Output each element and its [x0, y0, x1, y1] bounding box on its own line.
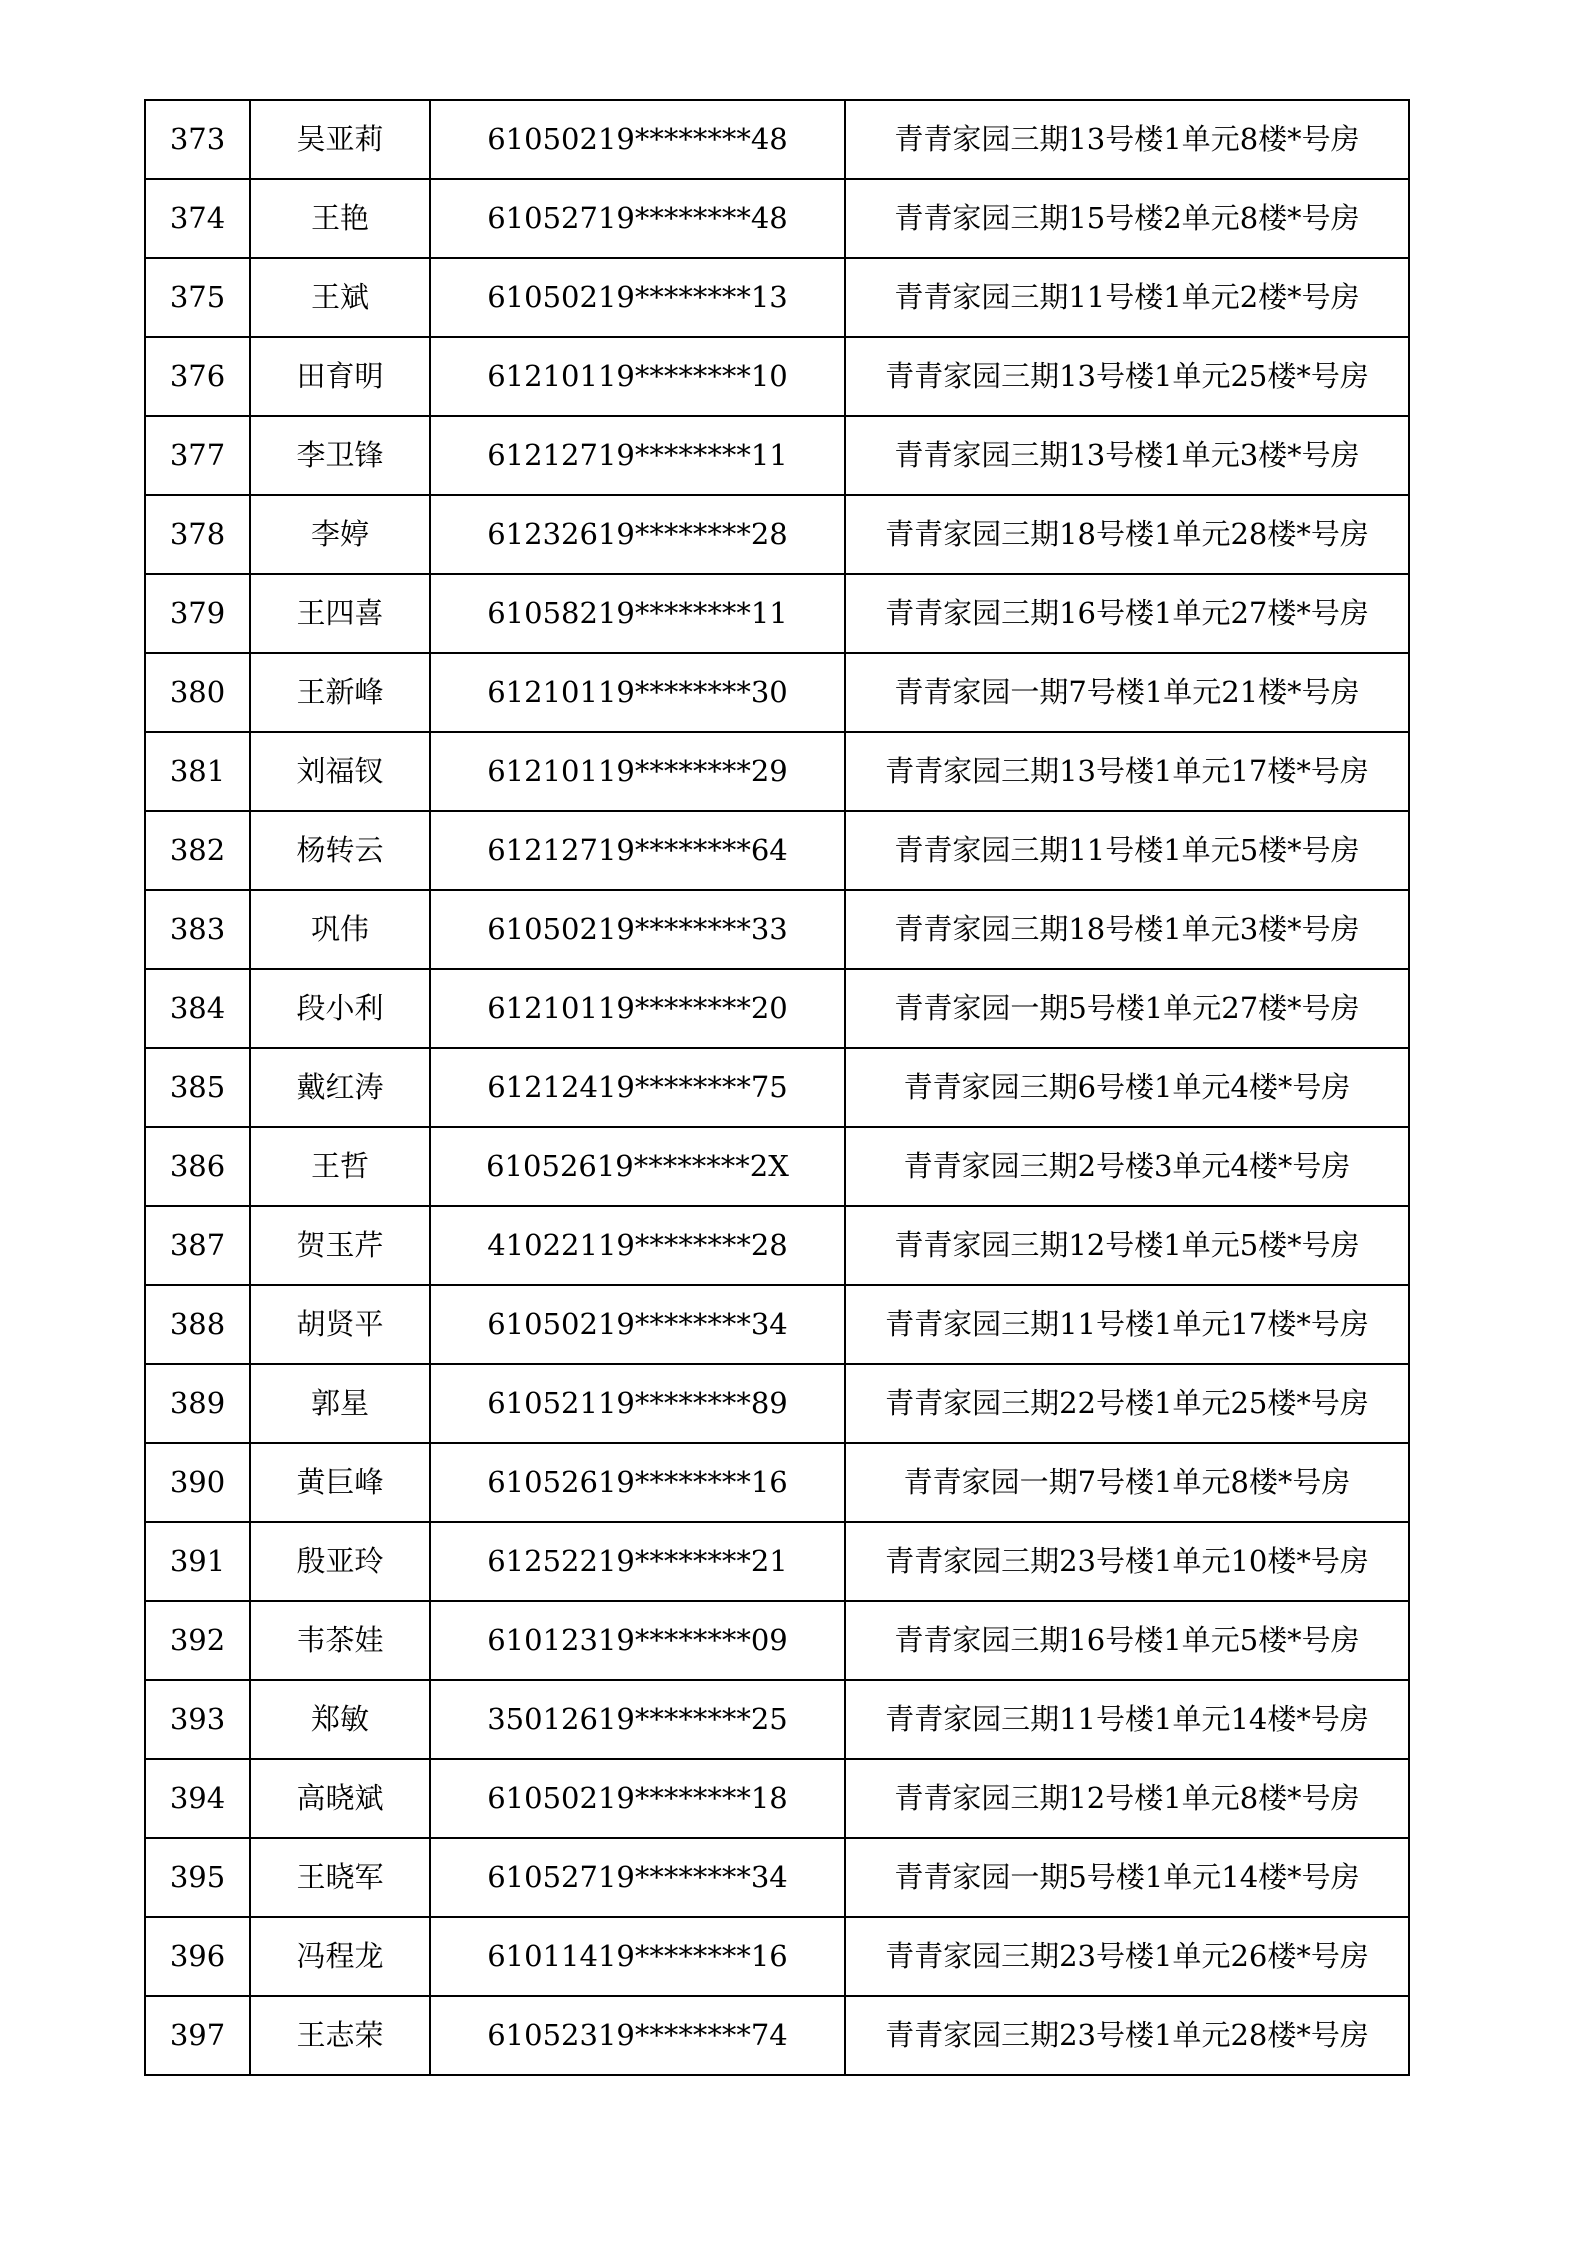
row-number-cell: 383	[145, 890, 250, 969]
id-number-cell: 61210119********30	[430, 653, 845, 732]
housing-address-cell: 青青家园一期7号楼1单元21楼*号房	[845, 653, 1409, 732]
person-name-cell: 王志荣	[250, 1996, 430, 2075]
person-name-cell: 高晓斌	[250, 1759, 430, 1838]
person-name-cell: 胡贤平	[250, 1285, 430, 1364]
housing-address-cell: 青青家园三期13号楼1单元8楼*号房	[845, 100, 1409, 179]
housing-address-cell: 青青家园三期13号楼1单元25楼*号房	[845, 337, 1409, 416]
person-name-cell: 王斌	[250, 258, 430, 337]
housing-address-cell: 青青家园三期11号楼1单元14楼*号房	[845, 1680, 1409, 1759]
housing-address-cell: 青青家园一期7号楼1单元8楼*号房	[845, 1443, 1409, 1522]
table-row	[145, 890, 1409, 969]
table-row	[145, 732, 1409, 811]
row-number-cell: 373	[145, 100, 250, 179]
id-number-cell: 61210119********10	[430, 337, 845, 416]
row-number-cell: 395	[145, 1838, 250, 1917]
row-number-cell: 393	[145, 1680, 250, 1759]
id-number-cell: 61052719********34	[430, 1838, 845, 1917]
table-row	[145, 1759, 1409, 1838]
id-number-cell: 61050219********18	[430, 1759, 845, 1838]
row-number-cell: 388	[145, 1285, 250, 1364]
housing-address-cell: 青青家园三期18号楼1单元28楼*号房	[845, 495, 1409, 574]
person-name-cell: 王晓军	[250, 1838, 430, 1917]
housing-address-cell: 青青家园三期18号楼1单元3楼*号房	[845, 890, 1409, 969]
person-name-cell: 韦茶娃	[250, 1601, 430, 1680]
housing-address-cell: 青青家园三期23号楼1单元28楼*号房	[845, 1996, 1409, 2075]
person-name-cell: 杨转云	[250, 811, 430, 890]
housing-address-cell: 青青家园三期23号楼1单元10楼*号房	[845, 1522, 1409, 1601]
person-name-cell: 王新峰	[250, 653, 430, 732]
table-row	[145, 258, 1409, 337]
row-number-cell: 385	[145, 1048, 250, 1127]
row-number-cell: 396	[145, 1917, 250, 1996]
row-number-cell: 397	[145, 1996, 250, 2075]
housing-address-cell: 青青家园三期13号楼1单元3楼*号房	[845, 416, 1409, 495]
person-name-cell: 王四喜	[250, 574, 430, 653]
id-number-cell: 61232619********28	[430, 495, 845, 574]
housing-address-cell: 青青家园三期11号楼1单元2楼*号房	[845, 258, 1409, 337]
id-number-cell: 61058219********11	[430, 574, 845, 653]
id-number-cell: 61052619********2X	[430, 1127, 845, 1206]
id-number-cell: 61210119********29	[430, 732, 845, 811]
id-number-cell: 61050219********34	[430, 1285, 845, 1364]
table-row	[145, 100, 1409, 179]
table-row	[145, 811, 1409, 890]
table-row	[145, 1996, 1409, 2075]
person-name-cell: 李卫锋	[250, 416, 430, 495]
row-number-cell: 378	[145, 495, 250, 574]
housing-address-cell: 青青家园三期6号楼1单元4楼*号房	[845, 1048, 1409, 1127]
id-number-cell: 61252219********21	[430, 1522, 845, 1601]
row-number-cell: 394	[145, 1759, 250, 1838]
person-name-cell: 李婷	[250, 495, 430, 574]
row-number-cell: 391	[145, 1522, 250, 1601]
person-name-cell: 郑敏	[250, 1680, 430, 1759]
person-name-cell: 戴红涛	[250, 1048, 430, 1127]
row-number-cell: 382	[145, 811, 250, 890]
table-row	[145, 495, 1409, 574]
person-name-cell: 巩伟	[250, 890, 430, 969]
person-name-cell: 冯程龙	[250, 1917, 430, 1996]
table-row	[145, 1127, 1409, 1206]
row-number-cell: 376	[145, 337, 250, 416]
id-number-cell: 61050219********33	[430, 890, 845, 969]
row-number-cell: 384	[145, 969, 250, 1048]
housing-address-cell: 青青家园三期16号楼1单元5楼*号房	[845, 1601, 1409, 1680]
housing-address-cell: 青青家园一期5号楼1单元27楼*号房	[845, 969, 1409, 1048]
table-row	[145, 1364, 1409, 1443]
row-number-cell: 380	[145, 653, 250, 732]
row-number-cell: 389	[145, 1364, 250, 1443]
table-row	[145, 653, 1409, 732]
id-number-cell: 61052619********16	[430, 1443, 845, 1522]
table-row	[145, 416, 1409, 495]
id-number-cell: 61052119********89	[430, 1364, 845, 1443]
person-name-cell: 田育明	[250, 337, 430, 416]
person-name-cell: 黄巨峰	[250, 1443, 430, 1522]
row-number-cell: 392	[145, 1601, 250, 1680]
person-name-cell: 段小利	[250, 969, 430, 1048]
housing-address-cell: 青青家园三期12号楼1单元8楼*号房	[845, 1759, 1409, 1838]
id-number-cell: 61210119********20	[430, 969, 845, 1048]
table-row	[145, 1680, 1409, 1759]
person-name-cell: 贺玉芹	[250, 1206, 430, 1285]
row-number-cell: 386	[145, 1127, 250, 1206]
person-name-cell: 殷亚玲	[250, 1522, 430, 1601]
table-row	[145, 1443, 1409, 1522]
id-number-cell: 61011419********16	[430, 1917, 845, 1996]
housing-address-cell: 青青家园三期11号楼1单元17楼*号房	[845, 1285, 1409, 1364]
table-row	[145, 1522, 1409, 1601]
housing-address-cell: 青青家园一期5号楼1单元14楼*号房	[845, 1838, 1409, 1917]
housing-address-cell: 青青家园三期15号楼2单元8楼*号房	[845, 179, 1409, 258]
housing-address-cell: 青青家园三期2号楼3单元4楼*号房	[845, 1127, 1409, 1206]
roster-body	[145, 100, 1409, 2075]
housing-address-cell: 青青家园三期16号楼1单元27楼*号房	[845, 574, 1409, 653]
person-name-cell: 刘福钗	[250, 732, 430, 811]
id-number-cell: 61012319********09	[430, 1601, 845, 1680]
id-number-cell: 61212719********64	[430, 811, 845, 890]
row-number-cell: 377	[145, 416, 250, 495]
person-name-cell: 王哲	[250, 1127, 430, 1206]
table-row	[145, 337, 1409, 416]
id-number-cell: 61052719********48	[430, 179, 845, 258]
housing-address-cell: 青青家园三期11号楼1单元5楼*号房	[845, 811, 1409, 890]
id-number-cell: 61212719********11	[430, 416, 845, 495]
row-number-cell: 387	[145, 1206, 250, 1285]
id-number-cell: 41022119********28	[430, 1206, 845, 1285]
table-row	[145, 1285, 1409, 1364]
housing-address-cell: 青青家园三期12号楼1单元5楼*号房	[845, 1206, 1409, 1285]
table-row	[145, 969, 1409, 1048]
table-row	[145, 179, 1409, 258]
id-number-cell: 61050219********13	[430, 258, 845, 337]
row-number-cell: 375	[145, 258, 250, 337]
id-number-cell: 35012619********25	[430, 1680, 845, 1759]
id-number-cell: 61212419********75	[430, 1048, 845, 1127]
row-number-cell: 379	[145, 574, 250, 653]
row-number-cell: 374	[145, 179, 250, 258]
person-name-cell: 吴亚莉	[250, 100, 430, 179]
table-row	[145, 1601, 1409, 1680]
housing-address-cell: 青青家园三期23号楼1单元26楼*号房	[845, 1917, 1409, 1996]
housing-address-cell: 青青家园三期22号楼1单元25楼*号房	[845, 1364, 1409, 1443]
table-row	[145, 1838, 1409, 1917]
table-row	[145, 574, 1409, 653]
row-number-cell: 381	[145, 732, 250, 811]
id-number-cell: 61052319********74	[430, 1996, 845, 2075]
person-name-cell: 郭星	[250, 1364, 430, 1443]
table-row	[145, 1048, 1409, 1127]
roster-table	[144, 99, 1410, 2076]
person-name-cell: 王艳	[250, 179, 430, 258]
housing-address-cell: 青青家园三期13号楼1单元17楼*号房	[845, 732, 1409, 811]
row-number-cell: 390	[145, 1443, 250, 1522]
id-number-cell: 61050219********48	[430, 100, 845, 179]
table-row	[145, 1917, 1409, 1996]
table-row	[145, 1206, 1409, 1285]
